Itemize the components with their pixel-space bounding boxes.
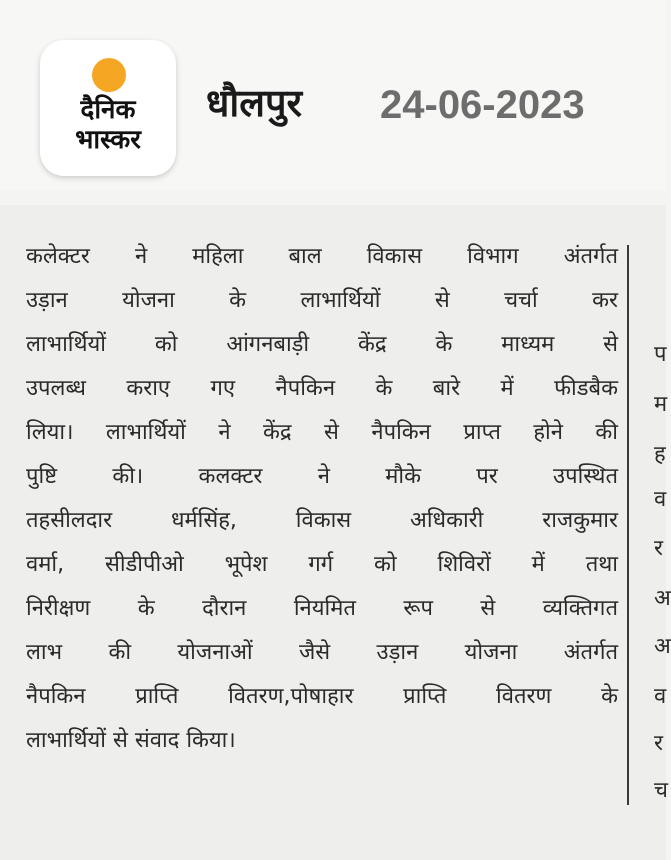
next-column-fragment: र <box>654 536 663 561</box>
article-line: तहसीलदार धर्मसिंह, विकास अधिकारी राजकुमार <box>26 508 618 533</box>
dainik-bhaskar-logo <box>40 40 176 176</box>
next-column-fragment: च <box>654 778 668 803</box>
next-column-fragment: म <box>654 392 668 417</box>
next-column-fragment: प <box>654 342 667 367</box>
next-column-fragment: व <box>654 487 667 512</box>
article-line: लाभार्थियों से संवाद किया। <box>26 728 236 753</box>
article-line: उड़ान योजना के लाभार्थियों से चर्चा कर <box>26 288 618 313</box>
sun-icon <box>92 58 126 92</box>
article-line: लिया। लाभार्थियों ने केंद्र से नैपकिन प्राप्त होने की <box>26 420 618 445</box>
next-column-fragment: ह <box>654 442 666 467</box>
article-line: वर्मा, सीडीपीओ भूपेश गर्ग को शिविरों में तथा <box>26 552 618 577</box>
header <box>0 0 666 190</box>
article-line: कलेक्टर ने महिला बाल विकास विभाग अंतर्गत <box>26 244 618 269</box>
next-column-fragment: र <box>654 731 663 756</box>
article-line: लाभार्थियों को आंगनबाड़ी केंद्र के माध्यम से <box>26 332 618 357</box>
next-column-fragment: अ <box>654 634 671 659</box>
city-name: धौलपुर <box>206 81 303 125</box>
article-line: नैपकिन प्राप्ति वितरण,पोषाहार प्राप्ति वितरण के <box>26 684 618 709</box>
next-column-fragment: अ <box>654 586 671 611</box>
article-body <box>26 235 618 763</box>
article-line: पुष्टि की। कलक्टर ने मौके पर उपस्थित <box>26 464 618 489</box>
logo-text-line1: दैनिक <box>80 95 136 125</box>
article-line: उपलब्ध कराए गए नैपकिन के बारे में फीडबैक <box>26 376 618 401</box>
publication-date: 24-06-2023 <box>380 83 585 127</box>
next-column-fragment: व <box>654 684 667 709</box>
article-line: लाभ की योजनाओं जैसे उड़ान योजना अंतर्गत <box>26 640 618 665</box>
column-divider <box>627 245 629 805</box>
logo-text-line2: भास्कर <box>75 125 141 155</box>
article-line: निरीक्षण के दौरान नियमित रूप से व्यक्तिगत <box>26 596 618 621</box>
